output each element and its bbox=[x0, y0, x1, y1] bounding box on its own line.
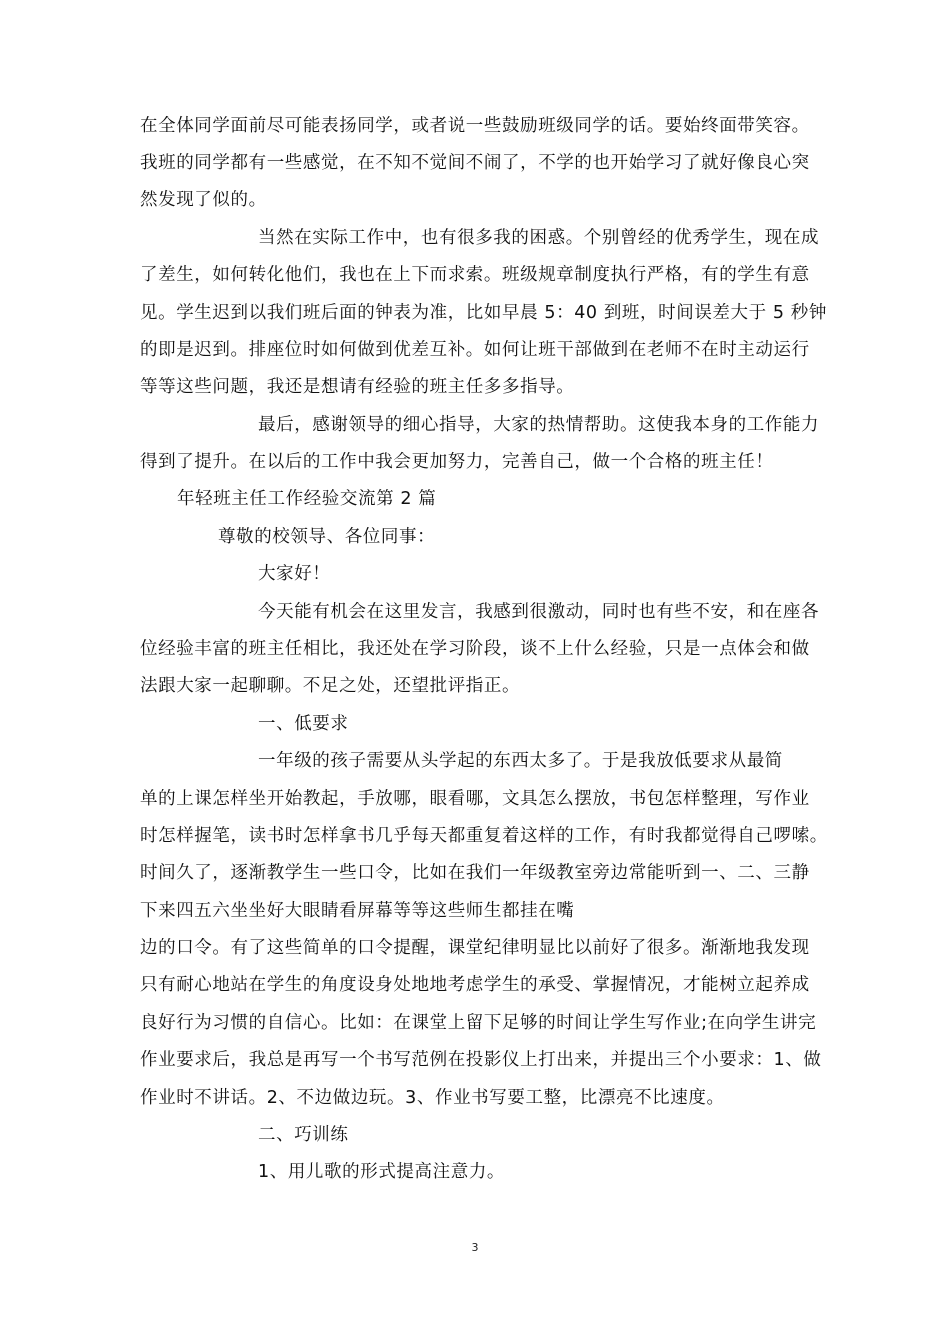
salutation: 尊敬的校领导、各位同事： bbox=[218, 527, 436, 547]
body-text-line: 作业要求后，我总是再写一个书写范例在投影仪上打出来，并提出三个小要求：1、做 bbox=[140, 1050, 822, 1070]
paragraph-first-line: 今天能有机会在这里发言，我感到很激动，同时也有些不安，和在座各 bbox=[258, 602, 820, 622]
body-text-line: 了差生，如何转化他们，我也在上下而求索。班级规章制度执行严格，有的学生有意 bbox=[140, 265, 810, 285]
body-text-line: 得到了提升。在以后的工作中我会更加努力，完善自己，做一个合格的班主任！ bbox=[140, 452, 774, 472]
body-text-line: 单的上课怎样坐开始教起，手放哪，眼看哪，文具怎么摆放，书包怎样整理，写作业 bbox=[140, 789, 810, 809]
body-text-line: 然发现了似的。 bbox=[140, 190, 267, 210]
body-text-line: 时怎样握笔，读书时怎样拿书几乎每天都重复着这样的工作，有时我都觉得自己啰嗦。 bbox=[140, 826, 828, 846]
body-text-line: 在全体同学面前尽可能表扬同学，或者说一些鼓励班级同学的话。要始终面带笑容。 bbox=[140, 116, 810, 136]
subheading-skillful-training: 二、巧训练 bbox=[258, 1125, 349, 1145]
page-number: 3 bbox=[471, 1241, 479, 1254]
body-text-line: 良好行为习惯的自信心。比如：在课堂上留下足够的时间让学生写作业;在向学生讲完 bbox=[140, 1013, 817, 1033]
paragraph-first-line: 一年级的孩子需要从头学起的东西太多了。于是我放低要求从最简 bbox=[258, 751, 783, 771]
body-text-line: 的即是迟到。排座位时如何做到优差互补。如何让班干部做到在老师不在时主动运行 bbox=[140, 340, 810, 360]
section-title: 年轻班主任工作经验交流第 2 篇 bbox=[177, 489, 437, 509]
body-text-line: 作业时不讲话。2、不边做边玩。3、作业书写要工整，比漂亮不比速度。 bbox=[140, 1088, 725, 1108]
paragraph-first-line: 最后，感谢领导的细心指导，大家的热情帮助。这使我本身的工作能力 bbox=[258, 415, 820, 435]
body-text-line: 边的口令。有了这些简单的口令提醒，课堂纪律明显比以前好了很多。渐渐地我发现 bbox=[140, 938, 810, 958]
body-text-line: 见。学生迟到以我们班后面的钟表为准，比如早晨 5：40 到班，时间误差大于 5 秒钟 bbox=[140, 303, 827, 323]
paragraph-first-line: 当然在实际工作中，也有很多我的困惑。个别曾经的优秀学生，现在成 bbox=[258, 228, 820, 248]
greeting: 大家好！ bbox=[258, 564, 331, 584]
body-text-line: 只有耐心地站在学生的角度设身处地地考虑学生的承受、掌握情况，才能树立起养成 bbox=[140, 975, 810, 995]
body-text-line: 法跟大家一起聊聊。不足之处，还望批评指正。 bbox=[140, 676, 521, 696]
body-text-line: 位经验丰富的班主任相比，我还处在学习阶段，谈不上什么经验，只是一点体会和做 bbox=[140, 639, 810, 659]
body-text-line: 我班的同学都有一些感觉，在不知不觉间不闹了，不学的也开始学习了就好像良心突 bbox=[140, 153, 810, 173]
list-item-heading: 1、用儿歌的形式提高注意力。 bbox=[258, 1162, 506, 1182]
body-text-line: 下来四五六坐坐好大眼睛看屏幕等等这些师生都挂在嘴 bbox=[140, 901, 575, 921]
subheading-low-requirements: 一、低要求 bbox=[258, 714, 349, 734]
body-text-line: 时间久了，逐渐教学生一些口令，比如在我们一年级教室旁边常能听到一、二、三静 bbox=[140, 863, 810, 883]
body-text-line: 等等这些问题，我还是想请有经验的班主任多多指导。 bbox=[140, 377, 575, 397]
